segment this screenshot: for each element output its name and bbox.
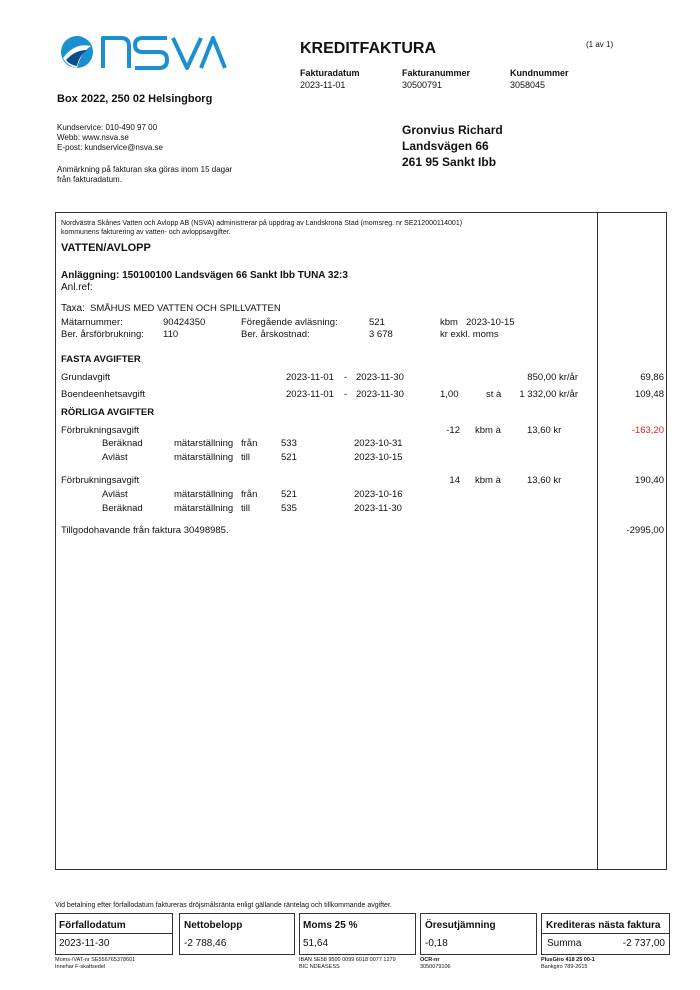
annual-use-label: Ber. årsförbrukning:: [61, 329, 144, 340]
usage-fee-price: 13,60 kr: [527, 425, 562, 436]
due-date-value: 2023-11-30: [59, 938, 110, 949]
annual-use-value: 110: [163, 329, 179, 340]
bankgiro: Bankgiro 789-2615: [541, 964, 588, 970]
facility-line: Anläggning: 150100100 Landsvägen 66 Sankt Ibb TUNA 32:3: [61, 270, 348, 281]
recipient-name: Gronvius Richard: [402, 123, 503, 137]
facility-ref: Anl.ref:: [61, 282, 93, 293]
fee-from: 2023-11-01: [286, 389, 334, 400]
intro-line-2: kommunens fakturering av vatten- och avloppsavgifter.: [61, 229, 231, 236]
ocr-label: OCR-nr: [420, 957, 440, 963]
fee-from: 2023-11-01: [286, 372, 334, 383]
ocr-value: 3050079106: [420, 964, 451, 970]
net-amount-label: Nettobelopp: [184, 920, 243, 931]
fee-unit: st à: [486, 389, 502, 400]
vat-label: Moms 25 %: [303, 920, 358, 931]
reading-dir: från: [241, 438, 258, 449]
sum-label: Summa: [547, 938, 582, 949]
reading-label: mätarställning: [174, 438, 234, 449]
amount-column-divider: [597, 213, 598, 869]
prev-reading-value: 521: [369, 317, 385, 328]
section-title: VATTEN/AVLOPP: [61, 242, 151, 254]
fee-to: 2023-11-30: [356, 372, 404, 383]
recipient-street: Landsvägen 66: [402, 139, 489, 153]
fee-amount: 69,86: [640, 372, 664, 383]
reading-kind: Beräknad: [102, 438, 143, 449]
credit-next-rule: [541, 933, 670, 934]
page-indicator: (1 av 1): [586, 40, 614, 49]
credit-next-label: Krediteras nästa faktura: [546, 920, 661, 931]
fee-dash: -: [344, 372, 348, 383]
usage-fee-name: Förbrukningsavgift: [61, 475, 140, 486]
vat-value: 51,64: [303, 938, 329, 949]
reading-label: mätarställning: [174, 452, 234, 463]
website: Webb: www.nsva.se: [57, 133, 129, 142]
iban: IBAN SE58 9500 0099 6018 0077 1279: [299, 957, 396, 963]
usage-fee-amount: 190,40: [634, 475, 664, 486]
annual-cost-value: 3 678: [369, 329, 393, 340]
prev-reading-date: 2023-10-15: [466, 317, 515, 328]
meter-label: Mätarnummer:: [61, 317, 123, 328]
invoice-date-label: Fakturadatum: [300, 68, 360, 78]
rounding-label: Öresutjämning: [425, 920, 496, 931]
usage-fee-unit: kbm à: [475, 425, 501, 436]
due-date-label: Förfallodatum: [59, 920, 126, 931]
notice-line-1: Anmärkning på fakturan ska göras inom 15 dagar: [57, 165, 233, 174]
rounding-value: -0,18: [425, 938, 448, 949]
reading-value: 521: [281, 489, 297, 500]
customer-number-label: Kundnummer: [510, 68, 569, 78]
reading-value: 535: [281, 503, 297, 514]
tariff-label: Taxa:: [61, 303, 85, 314]
reading-label: mätarställning: [174, 489, 234, 500]
usage-fee-qty: 14: [449, 475, 460, 486]
reading-dir: till: [241, 452, 250, 463]
customer-service: Kundservice: 010-490 97 00: [57, 123, 158, 132]
net-amount-value: -2 788,46: [184, 938, 227, 949]
credit-amount: -2995,00: [626, 525, 664, 536]
tariff-value: SMÅHUS MED VATTEN OCH SPILLVATTEN: [90, 303, 281, 314]
bic: BIC NDEASESS: [299, 964, 340, 970]
plusgiro: PlusGiro 418 25 00-1: [541, 957, 595, 963]
fee-name: Boendeenhetsavgift: [61, 389, 145, 400]
reading-value: 533: [281, 438, 297, 449]
vat-reg-number: Moms-/VAT-nr SE556765378601: [55, 957, 136, 963]
email: E-post: kundservice@nsva.se: [57, 143, 163, 152]
annual-cost-unit: kr exkl. moms: [440, 329, 499, 340]
f-tax-note: Innehar F-skattsedel: [55, 964, 106, 970]
document-title: KREDITFAKTURA: [300, 40, 436, 57]
sender-address: Box 2022, 250 02 Helsingborg: [57, 93, 213, 105]
reading-kind: Avläst: [102, 452, 128, 463]
fee-to: 2023-11-30: [356, 389, 404, 400]
reading-value: 521: [281, 452, 297, 463]
fee-amount: 109,48: [634, 389, 664, 400]
invoice-number-label: Fakturanummer: [402, 68, 471, 78]
usage-fee-price: 13,60 kr: [527, 475, 562, 486]
reading-kind: Beräknad: [102, 503, 143, 514]
invoice-date-value: 2023-11-01: [300, 80, 346, 90]
sum-value: -2 737,00: [622, 938, 665, 949]
fee-qty: 1,00: [440, 389, 459, 400]
reading-dir: från: [241, 489, 258, 500]
intro-line-1: Nordvästra Skånes Vatten och Avlopp AB (NSVA) administrerar på uppdrag av Landskrona Stad (momsreg. nr SE212000114001): [61, 220, 463, 227]
reading-date: 2023-10-16: [354, 489, 403, 500]
fixed-fees-title: FASTA AVGIFTER: [61, 354, 141, 365]
invoice-number-value: 30500791: [402, 80, 443, 90]
notice-line-2: från fakturadatum.: [57, 175, 122, 184]
usage-fee-amount: -163,20: [631, 425, 664, 436]
late-payment-note: Vid betalning efter förfallodatum faktureras dröjsmålsränta enligt gällande räntelag och tillkommande avgifter.: [55, 902, 392, 909]
reading-date: 2023-10-15: [354, 452, 403, 463]
nsva-logo: [57, 32, 227, 72]
usage-fee-qty: -12: [446, 425, 460, 436]
usage-fee-unit: kbm à: [475, 475, 501, 486]
credit-text: Tillgodohavande från faktura 30498985.: [61, 525, 229, 536]
customer-number-value: 3058045: [510, 80, 546, 90]
fee-dash: -: [344, 389, 348, 400]
annual-cost-label: Ber. årskostnad:: [241, 329, 310, 340]
recipient-city: 261 95 Sankt Ibb: [402, 155, 497, 169]
reading-label: mätarställning: [174, 503, 234, 514]
prev-reading-unit: kbm: [440, 317, 458, 328]
prev-reading-label: Föregående avläsning:: [241, 317, 338, 328]
reading-date: 2023-10-31: [354, 438, 403, 449]
fee-price: 1 332,00 kr/år: [519, 389, 578, 400]
meter-value: 90424350: [163, 317, 206, 328]
reading-kind: Avläst: [102, 489, 128, 500]
reading-date: 2023-11-30: [354, 503, 402, 514]
variable-fees-title: RÖRLIGA AVGIFTER: [61, 407, 155, 418]
reading-dir: till: [241, 503, 250, 514]
due-date-rule: [55, 933, 173, 934]
usage-fee-name: Förbrukningsavgift: [61, 425, 140, 436]
fee-price: 850,00 kr/år: [527, 372, 578, 383]
fee-name: Grundavgift: [61, 372, 111, 383]
